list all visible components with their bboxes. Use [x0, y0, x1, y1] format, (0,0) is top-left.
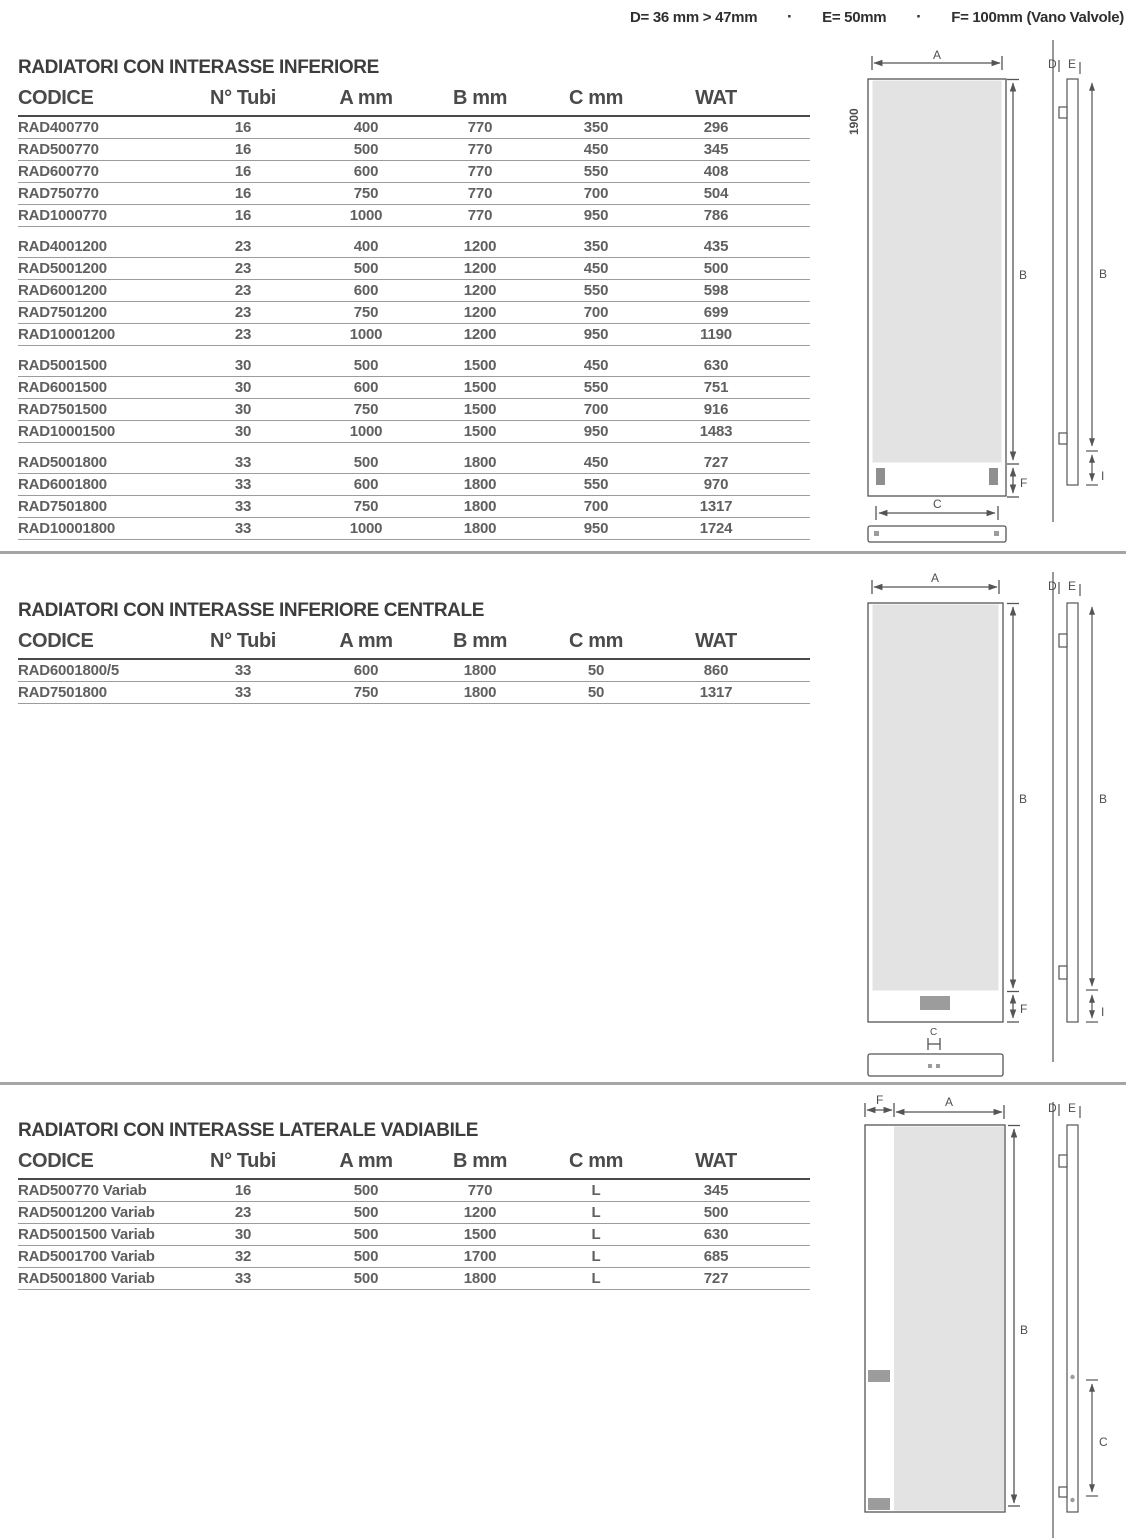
table-row: [18, 1224, 810, 1246]
table-cell: 950: [583, 207, 609, 224]
table-cell: 1500: [463, 1226, 497, 1243]
table-cell: 500: [353, 454, 379, 471]
table-cell: 786: [703, 207, 729, 224]
column-header: C mm: [569, 630, 623, 652]
cell-codice: RAD7501200: [18, 304, 107, 321]
table-cell: 770: [467, 119, 493, 136]
table-cell: 16: [234, 141, 252, 158]
table-row: [18, 1246, 810, 1268]
cell-codice: RAD400770: [18, 119, 99, 136]
cell-codice: RAD10001200: [18, 326, 116, 343]
table-cell: L: [591, 1226, 601, 1243]
table-group: [18, 117, 810, 227]
wall-mount-top: [1059, 1155, 1067, 1167]
table-cell: 770: [467, 1182, 493, 1199]
table-row: [18, 399, 810, 421]
table-cell: 33: [234, 454, 252, 471]
dim-label-e: E: [1068, 579, 1077, 593]
table-cell: 727: [703, 1270, 729, 1287]
table-cell: 400: [353, 238, 379, 255]
table-row: [18, 117, 810, 139]
table-row: [18, 1180, 810, 1202]
wall-mount-top: [1059, 634, 1067, 647]
radiator-front-view: [865, 1103, 1020, 1512]
table-cell: 16: [234, 1182, 252, 1199]
table-row: [18, 496, 810, 518]
table-cell: 500: [353, 260, 379, 277]
dim-label-i: I: [1101, 469, 1105, 483]
valve-connector-left: [876, 468, 885, 485]
table-cell: 33: [234, 662, 252, 679]
table-cell: L: [591, 1182, 601, 1199]
table-cell: 450: [583, 357, 609, 374]
table-cell: 500: [353, 1248, 379, 1265]
table-row: [18, 280, 810, 302]
table-cell: 23: [234, 260, 252, 277]
table-cell: 630: [703, 1226, 729, 1243]
table-cell: 598: [703, 282, 729, 299]
table-cell: 30: [234, 401, 252, 418]
table-cell: 500: [353, 1204, 379, 1221]
table-cell: 630: [703, 357, 729, 374]
section-interasse-inferiore-centrale: [18, 600, 810, 704]
table-row: [18, 161, 810, 183]
table-cell: 1200: [463, 1204, 497, 1221]
table-cell: 450: [583, 260, 609, 277]
cell-codice: RAD7501800: [18, 498, 107, 515]
table-cell: 33: [234, 498, 252, 515]
table-cell: 770: [467, 163, 493, 180]
dim-label-c: C: [933, 497, 942, 511]
table-cell: 1800: [463, 662, 497, 679]
table-row: [18, 1268, 810, 1290]
valve-connector-upper: [868, 1370, 890, 1382]
table-row: [18, 236, 810, 258]
table-cell: 450: [583, 141, 609, 158]
table-cell: 600: [353, 476, 379, 493]
dim-label-a: A: [933, 48, 942, 62]
side-valve-notch: [1059, 1487, 1067, 1497]
cell-codice: RAD5001200: [18, 260, 107, 277]
table-cell: 30: [234, 423, 252, 440]
table-body: [18, 1180, 810, 1290]
section-divider: [0, 1082, 1126, 1085]
cell-codice: RAD7501500: [18, 401, 107, 418]
section-interasse-inferiore: [18, 57, 810, 540]
dim-label-d: D: [1048, 1101, 1057, 1115]
wall-bracket-bar: [868, 1054, 1003, 1076]
column-header: A mm: [339, 1150, 393, 1172]
table-cell: 33: [234, 684, 252, 701]
dim-label-e: E: [1068, 1101, 1077, 1115]
table-cell: 1317: [699, 498, 733, 515]
table-cell: 600: [353, 662, 379, 679]
table-cell: 1500: [463, 401, 497, 418]
table-row: [18, 205, 810, 227]
table-cell: 751: [703, 379, 729, 396]
valve-connector-central: [920, 996, 950, 1010]
table-cell: 700: [583, 185, 609, 202]
table-cell: 750: [353, 185, 379, 202]
table-cell: 700: [583, 401, 609, 418]
table-group: [18, 660, 810, 704]
cell-codice: RAD7501800: [18, 684, 107, 701]
table-cell: 750: [353, 498, 379, 515]
column-header: CODICE: [18, 87, 94, 109]
column-header: WAT: [695, 87, 737, 109]
table-cell: 408: [703, 163, 729, 180]
table-cell: 32: [234, 1248, 252, 1265]
wall-bracket-bar: [868, 526, 1006, 542]
table-header: [18, 1145, 810, 1180]
table-cell: 500: [353, 1182, 379, 1199]
column-header: N° Tubi: [210, 87, 276, 109]
cell-codice: RAD6001800: [18, 476, 107, 493]
table-cell: 550: [583, 282, 609, 299]
cell-codice: RAD5001500: [18, 357, 107, 374]
dim-label-c: C: [930, 1027, 938, 1038]
column-header: A mm: [339, 630, 393, 652]
table-body: [18, 117, 810, 540]
column-header: CODICE: [18, 630, 94, 652]
table-row: [18, 518, 810, 540]
table-row: [18, 258, 810, 280]
cell-codice: RAD10001800: [18, 520, 116, 537]
table-row: [18, 474, 810, 496]
table-cell: 1200: [463, 304, 497, 321]
table-cell: 950: [583, 520, 609, 537]
table-cell: 345: [703, 1182, 729, 1199]
column-header: B mm: [453, 1150, 507, 1172]
table-cell: 1800: [463, 684, 497, 701]
table-group: [18, 452, 810, 540]
cell-codice: RAD500770 Variab: [18, 1182, 147, 1199]
dim-label-b: B: [1020, 1323, 1029, 1337]
column-header: N° Tubi: [210, 630, 276, 652]
table-cell: 1190: [700, 326, 732, 343]
dim-label-a: A: [945, 1095, 954, 1109]
radiator-front-view: [868, 580, 1019, 1076]
table-cell: 30: [234, 1226, 252, 1243]
table-cell: 1000: [349, 207, 383, 224]
dim-label-height-1900: 1900: [847, 108, 861, 135]
dim-label-c: C: [1099, 1435, 1108, 1449]
column-header: B mm: [453, 630, 507, 652]
dim-label-f: F: [876, 1093, 884, 1107]
radiator-side-view: [1053, 1102, 1098, 1538]
table-cell: 1483: [699, 423, 733, 440]
table-cell: 16: [234, 163, 252, 180]
table-cell: 33: [234, 476, 252, 493]
section-title: RADIATORI CON INTERASSE INFERIORE CENTRALE: [18, 600, 484, 621]
table-cell: 23: [234, 282, 252, 299]
table-cell: 1500: [463, 357, 497, 374]
table-cell: 33: [234, 520, 252, 537]
valve-connector-right: [989, 468, 998, 485]
cell-codice: RAD5001500 Variab: [18, 1226, 155, 1243]
dim-label-d: D: [1048, 579, 1057, 593]
table-cell: 50: [587, 662, 605, 679]
dim-label-a: A: [931, 571, 940, 585]
table-cell: 450: [583, 454, 609, 471]
cell-codice: RAD1000770: [18, 207, 107, 224]
table-cell: 600: [353, 163, 379, 180]
table-cell: 1500: [463, 379, 497, 396]
table-cell: 750: [353, 684, 379, 701]
table-cell: 1000: [349, 520, 383, 537]
dim-label-b-side: B: [1099, 267, 1108, 281]
table-row: [18, 302, 810, 324]
legend-item-f: F= 100mm (Vano Valvole): [951, 8, 1124, 26]
table-cell: L: [591, 1270, 601, 1287]
table-cell: 950: [583, 423, 609, 440]
table-group: [18, 355, 810, 443]
table-cell: 1800: [463, 476, 497, 493]
table-cell: 750: [353, 401, 379, 418]
table-row: [18, 377, 810, 399]
table-cell: 1000: [349, 423, 383, 440]
legend-item-e: E= 50mm: [822, 8, 887, 26]
table-cell: 500: [703, 1204, 729, 1221]
table-cell: 345: [703, 141, 729, 158]
table-cell: 23: [234, 1204, 252, 1221]
table-row: [18, 324, 810, 346]
table-cell: 500: [353, 357, 379, 374]
table-row: [18, 183, 810, 205]
table-cell: 685: [703, 1248, 729, 1265]
table-cell: 699: [703, 304, 729, 321]
wall-mount-top: [1059, 107, 1067, 118]
section-title: RADIATORI CON INTERASSE INFERIORE: [18, 57, 379, 78]
cell-codice: RAD600770: [18, 163, 99, 180]
column-header: A mm: [339, 87, 393, 109]
table-row: [18, 355, 810, 377]
table-cell: 500: [703, 260, 729, 277]
table-cell: 16: [234, 119, 252, 136]
table-cell: 770: [467, 185, 493, 202]
table-cell: 23: [234, 304, 252, 321]
cell-codice: RAD10001500: [18, 423, 116, 440]
table-cell: 1200: [463, 282, 497, 299]
table-cell: 550: [583, 163, 609, 180]
table-cell: 296: [703, 119, 729, 136]
dim-label-b-side: B: [1099, 792, 1108, 806]
table-cell: 916: [703, 401, 729, 418]
cell-codice: RAD750770: [18, 185, 99, 202]
table-cell: 950: [583, 326, 609, 343]
table-cell: 1500: [463, 423, 497, 440]
table-cell: 500: [353, 1226, 379, 1243]
wall-mount-bottom: [1059, 433, 1067, 444]
dim-label-d: D: [1048, 57, 1057, 71]
table-body: [18, 660, 810, 704]
table-cell: 500: [353, 1270, 379, 1287]
table-cell: 600: [353, 282, 379, 299]
table-cell: 1000: [349, 326, 383, 343]
table-cell: 1724: [699, 520, 733, 537]
cell-codice: RAD5001700 Variab: [18, 1248, 155, 1265]
table-cell: 700: [583, 304, 609, 321]
table-header: [18, 82, 810, 117]
dim-label-i: I: [1101, 1005, 1105, 1019]
table-cell: 750: [353, 304, 379, 321]
table-cell: 1700: [463, 1248, 497, 1265]
radiator-diagram-laterale-variabile: [836, 1090, 1126, 1538]
table-cell: L: [591, 1248, 601, 1265]
table-cell: 970: [703, 476, 729, 493]
table-row: [18, 660, 810, 682]
radiator-side-view: [1053, 40, 1098, 522]
table-cell: 16: [234, 207, 252, 224]
column-header: CODICE: [18, 1150, 94, 1172]
table-cell: 600: [353, 379, 379, 396]
column-header: B mm: [453, 87, 507, 109]
table-cell: 700: [583, 498, 609, 515]
table-cell: 16: [234, 185, 252, 202]
table-cell: 1200: [463, 326, 497, 343]
radiator-front-view: [868, 56, 1019, 542]
table-cell: 1800: [463, 520, 497, 537]
table-row: [18, 452, 810, 474]
table-cell: 30: [234, 379, 252, 396]
table-row: [18, 682, 810, 704]
wall-mount-bottom: [1059, 966, 1067, 979]
cell-codice: RAD5001200 Variab: [18, 1204, 155, 1221]
dimension-legend: [630, 6, 1124, 28]
legend-item-d: D= 36 mm > 47mm: [630, 8, 758, 26]
table-cell: 400: [353, 119, 379, 136]
table-cell: 770: [467, 207, 493, 224]
table-row: [18, 421, 810, 443]
table-cell: 435: [703, 238, 729, 255]
table-cell: 1800: [463, 454, 497, 471]
section-title: RADIATORI CON INTERASSE LATERALE VADIABILE: [18, 1120, 478, 1141]
dim-label-f: F: [1020, 476, 1028, 490]
table-cell: 23: [234, 238, 252, 255]
table-cell: 1200: [463, 260, 497, 277]
column-header: WAT: [695, 1150, 737, 1172]
column-header: C mm: [569, 87, 623, 109]
legend-separator: ·: [916, 7, 922, 26]
cell-codice: RAD6001200: [18, 282, 107, 299]
table-cell: 550: [583, 476, 609, 493]
radiator-diagram-inferiore: [836, 40, 1126, 560]
table-cell: 1200: [463, 238, 497, 255]
cell-codice: RAD6001500: [18, 379, 107, 396]
table-cell: 500: [353, 141, 379, 158]
dim-label-e: E: [1068, 57, 1077, 71]
table-cell: 350: [583, 238, 609, 255]
radiator-diagram-inferiore-centrale: [836, 570, 1126, 1080]
table-cell: 727: [703, 454, 729, 471]
cell-codice: RAD5001800 Variab: [18, 1270, 155, 1287]
table-cell: L: [591, 1204, 601, 1221]
table-cell: 1317: [699, 684, 733, 701]
radiator-side-view: [1053, 572, 1098, 1062]
cell-codice: RAD5001800: [18, 454, 107, 471]
table-cell: 30: [234, 357, 252, 374]
table-cell: 550: [583, 379, 609, 396]
column-header: N° Tubi: [210, 1150, 276, 1172]
table-cell: 50: [587, 684, 605, 701]
table-cell: 504: [703, 185, 729, 202]
table-cell: 860: [703, 662, 729, 679]
column-header: C mm: [569, 1150, 623, 1172]
table-header: [18, 625, 810, 660]
dim-label-b-front: B: [1019, 792, 1028, 806]
cell-codice: RAD6001800/5: [18, 662, 120, 679]
dim-label-f: F: [1020, 1002, 1028, 1016]
table-cell: 1800: [463, 1270, 497, 1287]
table-cell: 770: [467, 141, 493, 158]
table-cell: 23: [234, 326, 252, 343]
table-cell: 1800: [463, 498, 497, 515]
table-row: [18, 139, 810, 161]
table-row: [18, 1202, 810, 1224]
valve-connector-lower: [868, 1498, 890, 1510]
table-cell: 350: [583, 119, 609, 136]
table-cell: 33: [234, 1270, 252, 1287]
table-group: [18, 236, 810, 346]
section-interasse-laterale-variabile: [18, 1120, 810, 1290]
column-header: WAT: [695, 630, 737, 652]
table-group: [18, 1180, 810, 1290]
cell-codice: RAD4001200: [18, 238, 107, 255]
legend-separator: ·: [787, 7, 793, 26]
dim-label-b-front: B: [1019, 268, 1028, 282]
cell-codice: RAD500770: [18, 141, 99, 158]
